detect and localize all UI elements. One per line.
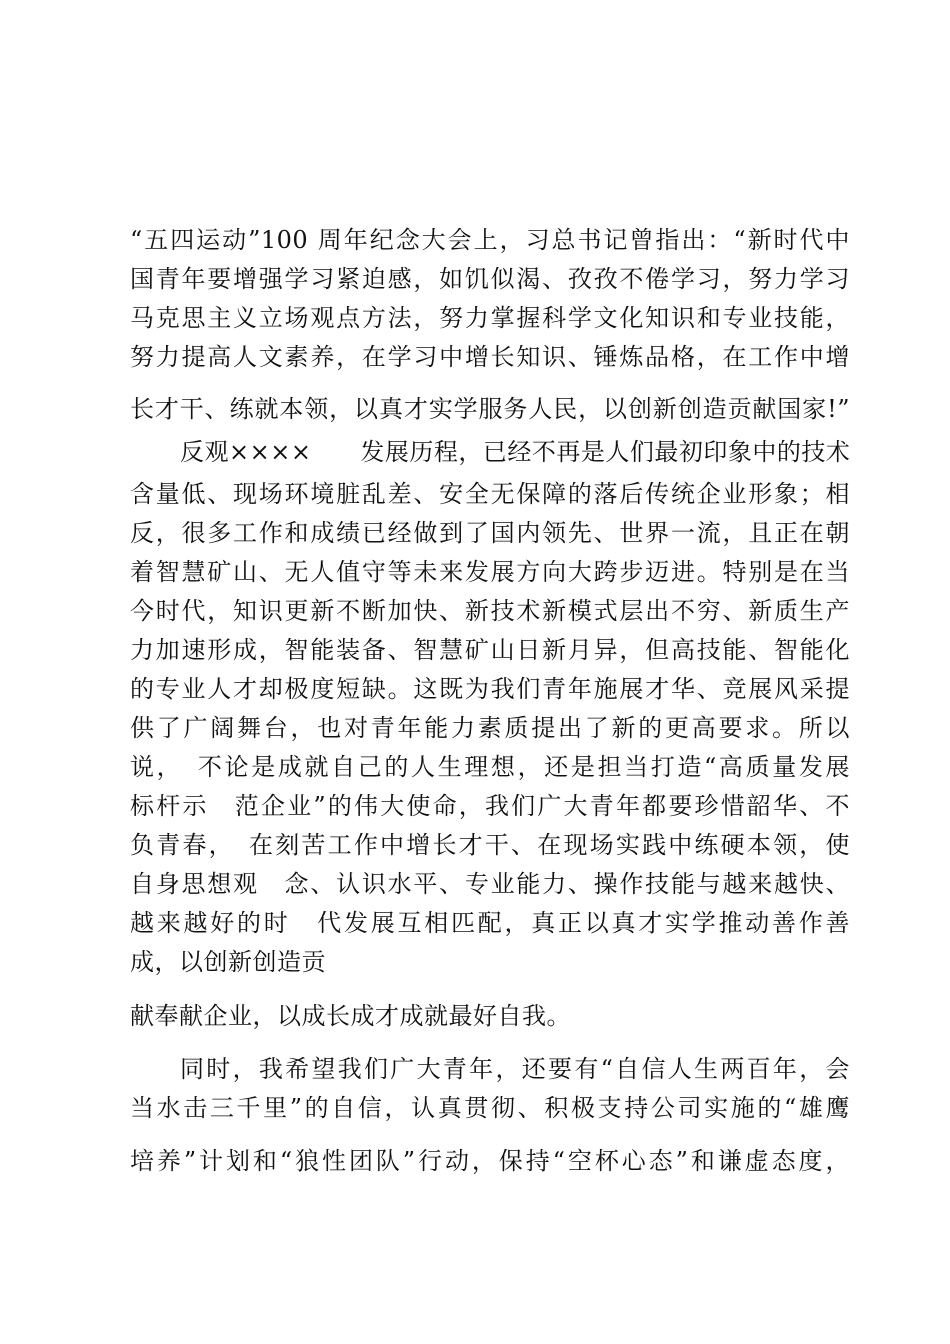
- text-line: 长才干、练就本领，以真才实学服务人民，以创新创造贡献国家!”: [130, 395, 850, 423]
- text-line: 献奉献企业，以成长成才成就最好自我。: [130, 1002, 571, 1030]
- text-line: 成，以创新创造贡: [130, 948, 326, 976]
- text-line: 力加速形成，智能装备、智慧矿山日新月异，但高技能、智能化: [130, 636, 850, 664]
- paragraph-first-line: 反观×××× 发展历程，已经不再是人们最初印象中的技术: [180, 438, 851, 466]
- text-line: “五四运动”100 周年纪念大会上，习总书记曾指出：“新时代中: [130, 226, 850, 254]
- text-line: 努力提高人文素养，在学习中增长知识、锤炼品格，在工作中增: [130, 343, 850, 371]
- text-line: 马克思主义立场观点方法，努力掌握科学文化知识和专业技能，: [130, 304, 850, 332]
- text-line: 反，很多工作和成绩已经做到了国内领先、世界一流，且正在朝: [130, 519, 850, 547]
- text-line: 供了广阔舞台，也对青年能力素质提出了新的更高要求。所以: [130, 714, 850, 742]
- text-line: 国青年要增强学习紧迫感，如饥似渴、孜孜不倦学习，努力学习: [130, 265, 850, 293]
- text-line: 含量低、现场环境脏乱差、安全无保障的落后传统企业形象；相: [130, 480, 850, 508]
- text-line: 当水击三千里”的自信，认真贯彻、积极支持公司实施的“雄鹰: [130, 1094, 850, 1122]
- text-line: 标杆示 范企业”的伟大使命，我们广大青年都要珍惜韶华、不: [130, 792, 850, 820]
- text-line: 今时代，知识更新不断加快、新技术新模式层出不穷、新质生产: [130, 597, 850, 625]
- text-line: 自身思想观 念、认识水平、专业能力、操作技能与越来越快、: [130, 870, 850, 898]
- text-line: 的专业人才却极度短缺。这既为我们青年施展才华、竞展风采提: [130, 675, 850, 703]
- text-line: 负青春， 在刻苦工作中增长才干、在现场实践中练硬本领，使: [130, 831, 850, 859]
- text-line: 说， 不论是成就自己的人生理想，还是担当打造“高质量发展: [130, 753, 850, 781]
- paragraph-first-line: 同时，我希望我们广大青年，还要有“自信人生两百年，会: [180, 1055, 850, 1083]
- text-line: 越来越好的时 代发展互相匹配，真正以真才实学推动善作善: [130, 909, 850, 937]
- text-line: 培养”计划和“狼性团队”行动，保持“空杯心态”和谦虚态度，: [130, 1147, 850, 1175]
- text-line: 着智慧矿山、无人值守等未来发展方向大跨步迈进。特别是在当: [130, 558, 850, 586]
